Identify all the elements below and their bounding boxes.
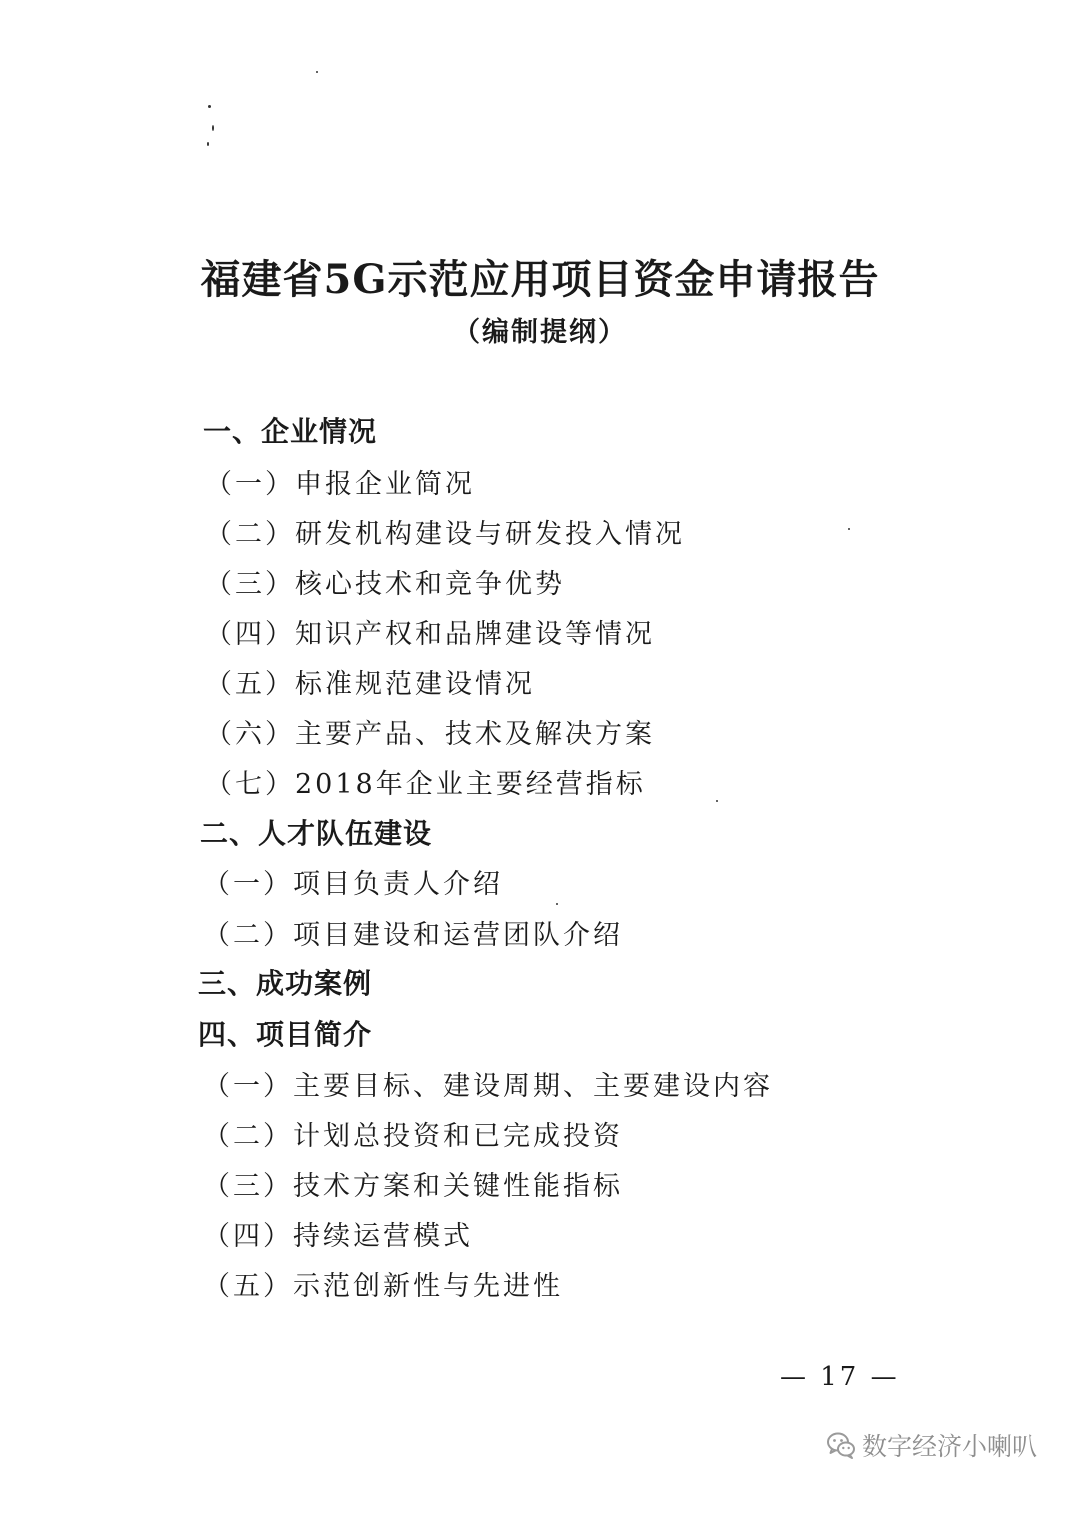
outline-item: （七）2018年企业主要经营指标 (205, 769, 646, 800)
outline-item: （四）知识产权和品牌建设等情况 (205, 619, 655, 650)
outline-item: （四）持续运营模式 (203, 1221, 473, 1252)
document-subtitle: （编制提纲） (453, 317, 627, 348)
outline-item: （三）技术方案和关键性能指标 (203, 1171, 623, 1202)
outline-item: （一）项目负责人介绍 (203, 869, 503, 900)
outline-item: （二）计划总投资和已完成投资 (203, 1121, 623, 1152)
section-heading: 二、人才队伍建设 (200, 817, 433, 850)
outline-item: （一）申报企业简况 (205, 469, 475, 500)
watermark-text: 数字经济小喇叭 (862, 1432, 1038, 1461)
outline-item: （五）标准规范建设情况 (205, 669, 535, 700)
scan-speck (207, 142, 209, 146)
document-title: 福建省5G示范应用项目资金申请报告 (200, 256, 880, 303)
scan-speck (212, 125, 214, 131)
scan-speck (316, 71, 318, 73)
outline-item: （一）主要目标、建设周期、主要建设内容 (203, 1071, 773, 1102)
section-heading: 四、项目简介 (198, 1018, 373, 1051)
outline-item: （六）主要产品、技术及解决方案 (205, 719, 655, 750)
scan-speck (716, 800, 718, 802)
section-heading: 三、成功案例 (198, 967, 373, 1000)
scan-speck (848, 528, 850, 530)
scan-speck (556, 903, 558, 905)
outline-item: （二）研发机构建设与研发投入情况 (205, 519, 685, 550)
outline-item: （三）核心技术和竞争优势 (205, 569, 565, 600)
page-number: — 17 — (780, 1362, 900, 1392)
outline-item: （二）项目建设和运营团队介绍 (203, 920, 623, 951)
outline-item: （五）示范创新性与先进性 (203, 1271, 563, 1302)
scan-speck (208, 105, 211, 108)
wechat-icon (826, 1430, 856, 1460)
section-heading: 一、企业情况 (203, 415, 378, 448)
watermark (826, 1425, 1037, 1465)
